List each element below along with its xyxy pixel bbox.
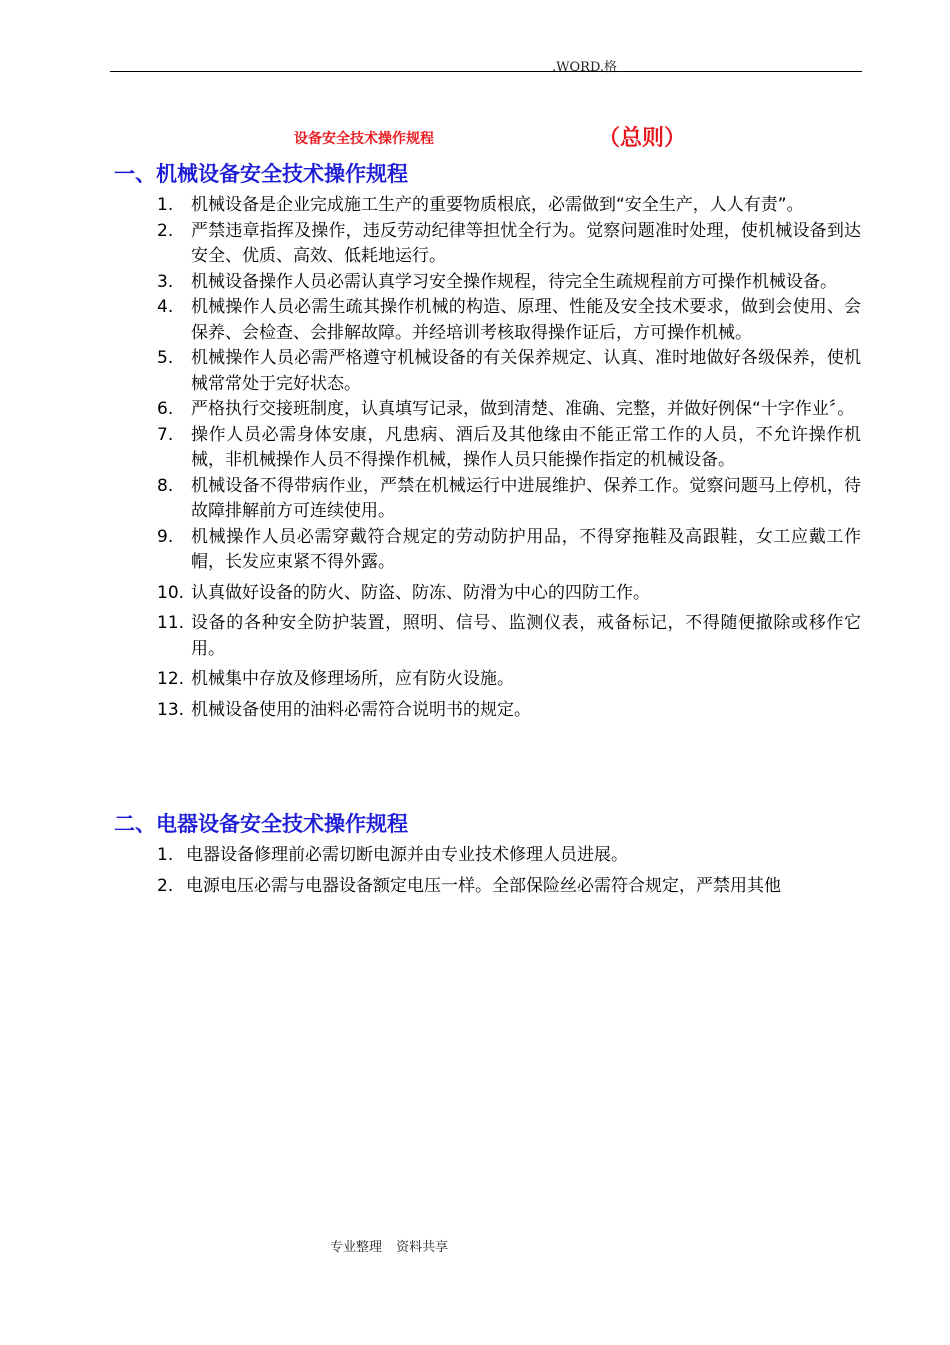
document-subtitle: （总则） (598, 126, 687, 151)
section-heading-mechanical: 一、机械设备安全技术操作规程 (114, 162, 408, 186)
list-item (0, 667, 861, 693)
item-text: 电器设备修理前必需切断电源并由专业技术修理人员进展。 (186, 845, 628, 865)
item-text: 操作人员必需身体安康，凡患病、酒后及其他缘由不能正常工作的人员，不允许操作机械，非机械操作人员不得操作机械，操作人员只能操作指定的机械设备。 (191, 424, 861, 470)
item-text: 机械设备是企业完成施工生产的重要物质根底，必需做到“安全生产，人人有责”。 (191, 195, 804, 215)
item-text: 设备的各种安全防护装置，照明、信号、监测仪表，戒备标记，不得随便撤除或移作它用。 (191, 613, 861, 659)
list-item (0, 843, 861, 869)
document-title: 设备安全技术操作规程 (294, 131, 434, 147)
item-number: 11. (157, 613, 185, 633)
item-number: 5. (157, 348, 174, 368)
list-item (0, 874, 861, 900)
item-text: 电源电压必需与电器设备额定电压一样。全部保险丝必需符合规定，严禁用其他 (186, 875, 781, 896)
header-rule (110, 71, 862, 72)
item-text: 认真做好设备的防火、防盗、防冻、防滑为中心的四防工作。 (191, 582, 650, 603)
item-number: 12. (157, 669, 185, 689)
list-item (0, 219, 861, 270)
item-number: 10. (157, 582, 185, 603)
item-number: 7. (157, 424, 174, 445)
item-text: 机械操作人员必需严格遵守机械设备的有关保养规定、认真、准时地做好各级保养，使机械常常处于完好状态。 (191, 348, 861, 394)
list-item (0, 397, 861, 423)
item-text: 机械设备操作人员必需认真学习安全操作规程，待完全生疏规程前方可操作机械设备。 (191, 271, 837, 292)
list-item (0, 423, 861, 474)
page-footer: 专业整理 资料共享 (330, 1240, 449, 1255)
item-number: 2. (157, 220, 174, 241)
item-number: 8. (157, 475, 174, 496)
item-text: 机械操作人员必需穿戴符合规定的劳动防护用品，不得穿拖鞋及高跟鞋，女工应戴工作帽，长发应束紧不得外露。 (191, 526, 861, 572)
list-item (0, 581, 861, 607)
list-item (0, 346, 861, 397)
page-header: .WORD.格 (552, 60, 618, 75)
item-number: 13. (157, 699, 185, 720)
item-number: 2. (157, 875, 174, 896)
item-text: 机械操作人员必需生疏其操作机械的构造、原理、性能及安全技术要求，做到会使用、会保养、会检查、会排解故障。并经培训考核取得操作证后，方可操作机械。 (191, 297, 861, 343)
electrical-rules-list (0, 843, 861, 899)
item-number: 3. (157, 271, 174, 292)
item-text: 严禁违章指挥及操作，违反劳动纪律等担忧全行为。觉察问题准时处理，使机械设备到达安全、优质、高效、低耗地运行。 (191, 220, 861, 266)
list-item (0, 474, 861, 525)
list-item (0, 193, 861, 219)
list-item (0, 525, 861, 576)
mechanical-rules-list (0, 193, 861, 723)
list-item (0, 698, 861, 724)
item-number: 1. (157, 195, 174, 215)
item-text: 机械集中存放及修理场所，应有防火设施。 (191, 669, 514, 689)
item-number: 9. (157, 526, 174, 547)
item-text: 严格执行交接班制度，认真填写记录，做到清楚、准确、完整，并做好例保“十字作业〞。 (191, 399, 855, 419)
list-item (0, 270, 861, 296)
section-heading-electrical: 二、电器设备安全技术操作规程 (114, 812, 408, 836)
item-number: 4. (157, 297, 174, 317)
item-number: 6. (157, 399, 174, 419)
item-number: 1. (157, 845, 174, 865)
list-item (0, 611, 861, 662)
list-item (0, 295, 861, 346)
item-text: 机械设备不得带病作业，严禁在机械运行中进展维护、保养工作。觉察问题马上停机，待故障排解前方可连续使用。 (191, 475, 861, 521)
item-text: 机械设备使用的油料必需符合说明书的规定。 (191, 699, 531, 720)
